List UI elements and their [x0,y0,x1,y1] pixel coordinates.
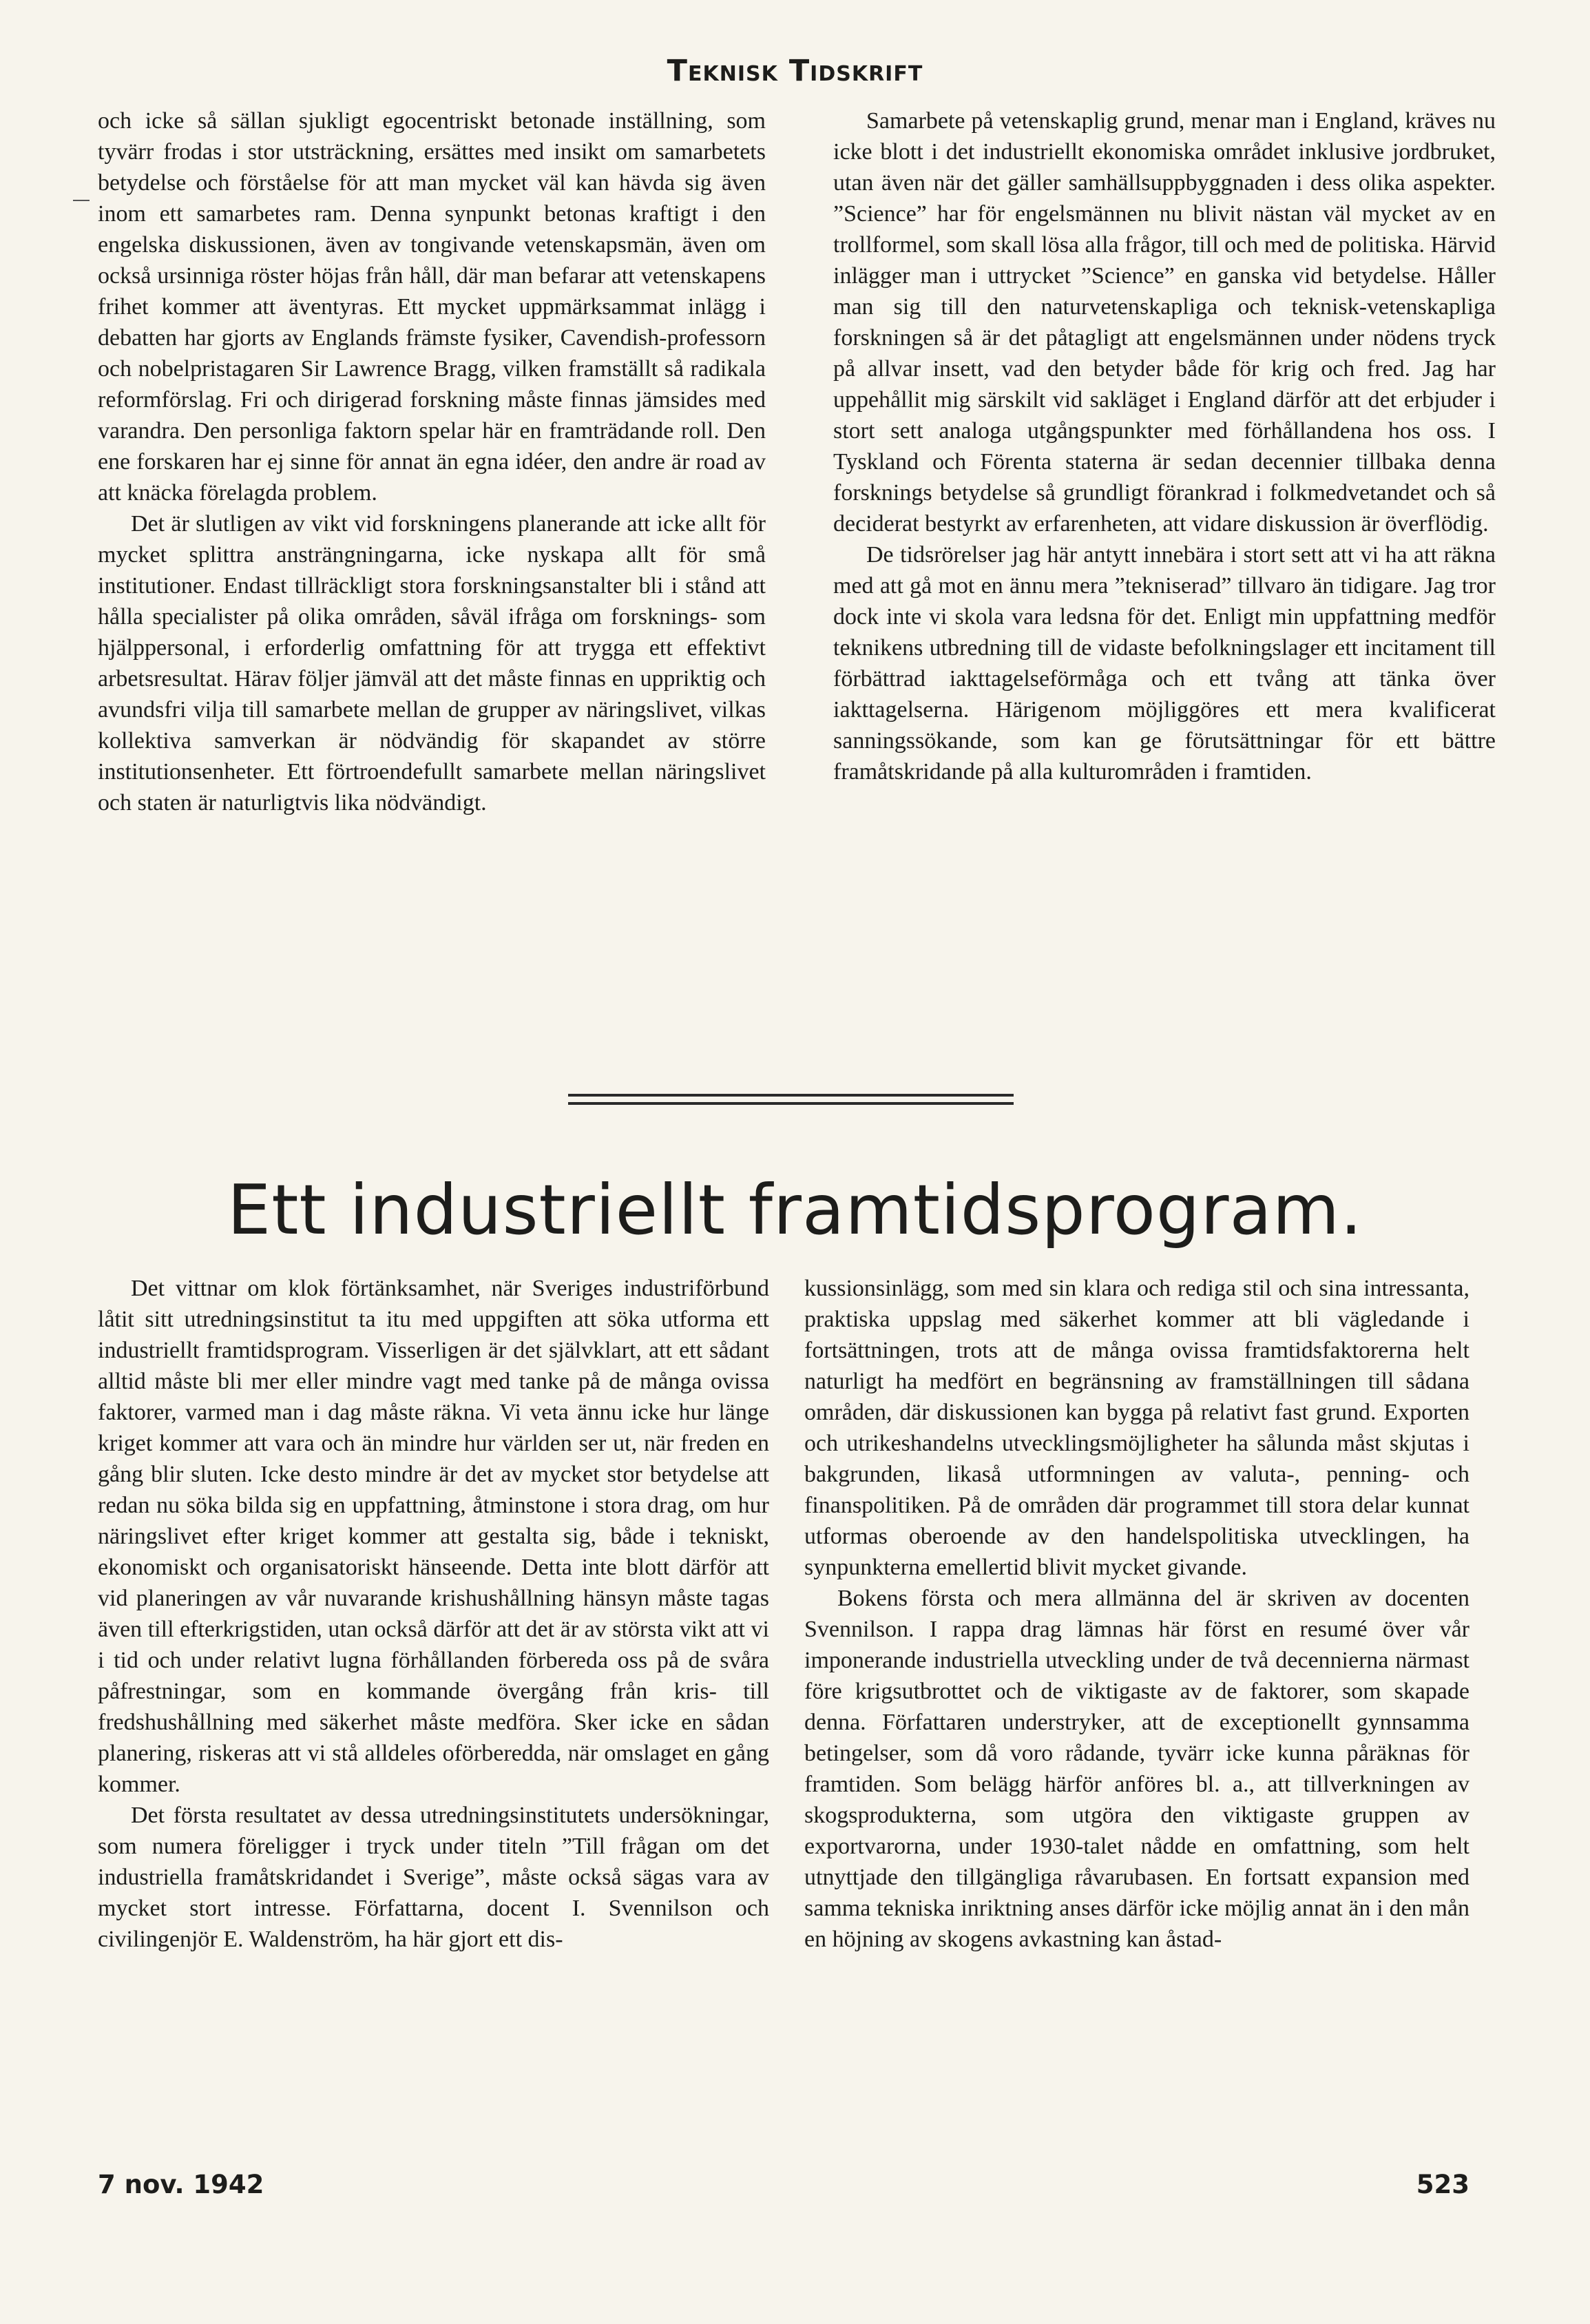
paragraph: kussionsinlägg, som med sin klara och rediga stil och sina intressanta, praktiska uppslag med säkerhet kommer att bli vägledande i fortsättningen, trots att de många ovissa framtidsfaktorerna helt naturligt ha medfört en begränsning av framställningen till sådana områden, där diskussionen kan bygga på relativt fast grund. Exporten och utrikeshandelns utvecklingsmöjligheter ha sålunda måst skjutas i bakgrunden, likaså utformningen av valuta-, penning- och finanspolitiken. På de områden där programmet till stora delar kunnat utformas oberoende av den handelspolitiska utvecklingen, ha synpunkterna emellertid blivit mycket givande. [804,1276,1469,1580]
section-divider-rule [568,1102,1014,1105]
issue-date: 7 nov. 1942 [98,2170,264,2199]
margin-mark [73,200,90,201]
bottom-right-column [804,1273,1469,1955]
paragraph: Bokens första och mera allmänna del är skriven av docenten Svennilson. I rappa drag lämnas här först en resumé över vår imponerande industriella utveckling under de två decennierna närmast före krigsutbrottet och de viktigaste av de faktorer, som skapade denna. Författaren understryker, att de exceptionellt gynnsamma betingelser, som då voro rådande, tyvärr icke kunna påräknas för framtiden. Som belägg härför anföres bl. a., att tillverkningen av skogsprodukterna, som utgöra den viktigaste gruppen av exportvarorna, under 1930-talet nådde en omfattning, som helt utnyttjade den tillgängliga råvarubasen. En fortsatt expansion med samma tekniska inriktning anses därför icke möjlig annat än i den mån en höjning av skogens avkastning kan åstad- [804,1586,1469,1952]
page-number: 523 [1416,2170,1469,2199]
paragraph: Det är slutligen av vikt vid forskningens planerande att icke allt för mycket splittra ansträngningarna, icke nyskapa allt för små institutioner. Endast tillräckligt stora forskningsanstalter bli i stånd att hålla specialister på olika områden, såväl ifråga om forsknings- som hjälppersonal, i erforderlig omfattning för att trygga ett effektivt arbetsresultat. Härav följer jämväl att det måste finnas en uppriktig och avundsfri vilja till samarbete mellan de grupper av näringslivet, vilkas kollektiva samverkan är nödvändig för skapandet av större institutionsenheter. Ett förtroendefullt samarbete mellan näringslivet och staten är naturligtvis lika nödvändigt. [98,511,766,816]
paragraph: De tidsrörelser jag här antytt innebära i stort sett att vi ha att räkna med att gå mot en ännu mera ”tekniserad” tillvaro än tidigare. Jag tror dock inte vi skola vara ledsna för det. Enligt min uppfattning medför teknikens utbredning till de vidaste befolkningslager ett incitament till förbättrad iakttagelseförmåga och ett tvång att tänka över iakttagelserna. Härigenom möjliggöres ett mera kvalificerat sanningssökande, som kan ge förutsättningar för ett bättre framåtskridande på alla kulturområden i framtiden. [833,542,1496,785]
paragraph: och icke så sällan sjukligt egocentriskt betonade inställning, som tyvärr frodas i stor utsträckning, ersättes med insikt om samarbetets betydelse och förståelse för att man mycket väl kan hävda sig även inom ett samarbetes ram. Denna synpunkt betonas kraftigt i den engelska diskussionen, även av tongivande vetenskapsmän, även om också ursinniga röster höjas från håll, där man befarar att vetenskapens frihet kommer att äventyras. Ett mycket uppmärksammat inlägg i debatten har gjorts av Englands främste fysiker, Cavendish-professorn och nobelpristagaren Sir Lawrence Bragg, vilken framställt så radikala reformförslag. Fri och dirigerad forskning måste finnas jämsides med varandra. Den personliga faktorn spelar här en framträdande roll. Den ene forskaren har ej sinne för annat än egna idéer, den andre är road av att knäcka förelagda problem. [98,108,766,506]
top-left-column [98,105,766,818]
section-divider-rule [568,1094,1014,1097]
running-title: Teknisk Tidskrift [667,54,923,88]
paragraph: Det första resultatet av dessa utredningsinstitutets undersökningar, som numera föreligger i tryck under titeln ”Till frågan om det industriella framåtskridandet i Sverige”, måste också sägas vara av mycket stort intresse. Författarna, docent I. Svennilson och civilingenjör E. Waldenström, ha här gjort ett dis- [98,1803,769,1952]
article-title: Ett industriellt framtidsprogram. [227,1170,1363,1250]
paragraph: Samarbete på vetenskaplig grund, menar man i England, kräves nu icke blott i det industriellt ekonomiska området inklusive jordbruket, utan även när det gäller samhällsuppbyggnaden i dess olika aspekter. ”Science” har för engelsmännen nu blivit nästan väl mycket av en trollformel, som skall lösa alla frågor, till och med de politiska. Härvid inlägger man i uttrycket ”Science” en ganska vid betydelse. Håller man sig till den naturvetenskapliga och teknisk-vetenskapliga forskningen så är det påtagligt att engelsmännen under nödens tryck på allvar insett, vad den betyder både för krig och fred. Jag har uppehållit mig särskilt vid sakläget i England därför att det erbjuder i stort sett analoga utgångspunkter med förhållandena hos oss. I Tyskland och Förenta staterna är sedan decennier tillbaka denna forsknings betydelse så grundligt förankrad i folkmedvetandet och så deciderat bestyrkt av erfarenheten, att vidare diskussion är överflödig. [833,108,1496,537]
paragraph: Det vittnar om klok förtänksamhet, när Sveriges industriförbund låtit sitt utredningsinstitut ta itu med uppgiften att söka utforma ett industriellt framtidsprogram. Visserligen är det självklart, att ett sådant alltid måste bli mer eller mindre vagt med tanke på de många ovissa faktorer, varmed man i dag måste räkna. Vi veta ännu icke hur länge kriget kommer att vara och än mindre hur världen ser ut, när freden en gång blir sluten. Icke desto mindre är det av mycket stor betydelse att redan nu söka bilda sig en uppfattning, åtminstone i stora drag, om hur näringslivet efter kriget kommer att gestalta sig, både i tekniskt, ekonomiskt och organisatoriskt hänseende. Detta inte blott därför att vid planeringen av vår nuvarande krishushållning hänsyn måste tagas även till efterkrigstiden, utan också därför att det är av största vikt att vi i tid och under relativt lugna förhållanden förbereda oss på de svåra påfrestningar, som en kommande övergång från kris- till fredshushållning med säkerhet måste medföra. Sker icke en sådan planering, riskeras att vi stå alldeles oförberedda, när omslaget en gång kommer. [98,1276,769,1797]
top-right-column [833,105,1496,787]
bottom-left-column [98,1273,769,1955]
